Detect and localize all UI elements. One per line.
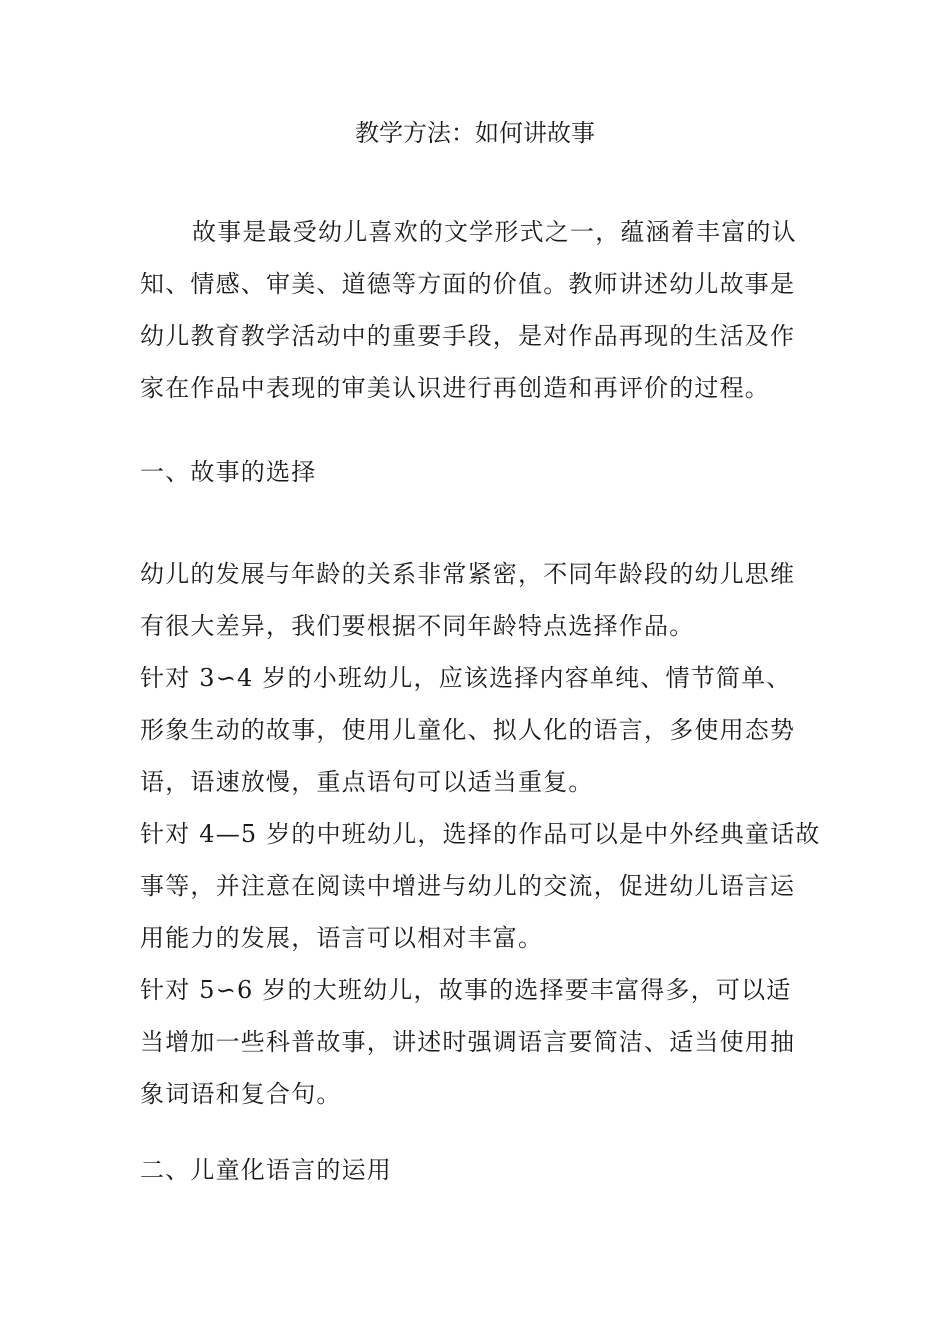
text-line: 知、情感、审美、道德等方面的价值。教师讲述幼儿故事是 xyxy=(140,270,796,298)
text-line: 针对 5∽6 岁的大班幼儿，故事的选择要丰富得多，可以适 xyxy=(140,976,792,1004)
text-line: 幼儿教育教学活动中的重要手段，是对作品再现的生活及作 xyxy=(140,322,796,350)
text-line: 家在作品中表现的审美认识进行再创造和再评价的过程。 xyxy=(140,374,770,402)
text-line: 事等，并注意在阅读中增进与幼儿的交流，促进幼儿语言运 xyxy=(140,872,796,900)
text-line: 有很大差异，我们要根据不同年龄特点选择作品。 xyxy=(140,612,695,640)
section-heading-1 xyxy=(140,446,316,498)
section-heading-2 xyxy=(140,1144,392,1196)
text-line: 语，语速放慢，重点语句可以适当重复。 xyxy=(140,768,594,796)
text-line: 形象生动的故事，使用儿童化、拟人化的语言，多使用态势 xyxy=(140,716,796,744)
text-line: 针对 4—5 岁的中班幼儿，选择的作品可以是中外经典童话故 xyxy=(140,820,821,848)
text-line: 故事是最受幼儿喜欢的文学形式之一，蕴涵着丰富的认 xyxy=(192,218,797,246)
heading-text: 一、故事的选择 xyxy=(140,458,317,486)
heading-text: 二、儿童化语言的运用 xyxy=(140,1156,392,1184)
text-line: 当增加一些科普故事，讲述时强调语言要简洁、适当使用抽 xyxy=(140,1028,796,1056)
text-line: 幼儿的发展与年龄的关系非常紧密，不同年龄段的幼儿思维 xyxy=(140,560,796,588)
text-line: 针对 3∽4 岁的小班幼儿，应该选择内容单纯、情节简单、 xyxy=(140,664,792,692)
text-line: 象词语和复合句。 xyxy=(140,1080,342,1108)
text-line: 用能力的发展，语言可以相对丰富。 xyxy=(140,924,544,952)
section-1-body xyxy=(140,548,821,1120)
page-title: 教学方法：如何讲故事 xyxy=(355,119,595,147)
intro-paragraph xyxy=(140,206,797,414)
